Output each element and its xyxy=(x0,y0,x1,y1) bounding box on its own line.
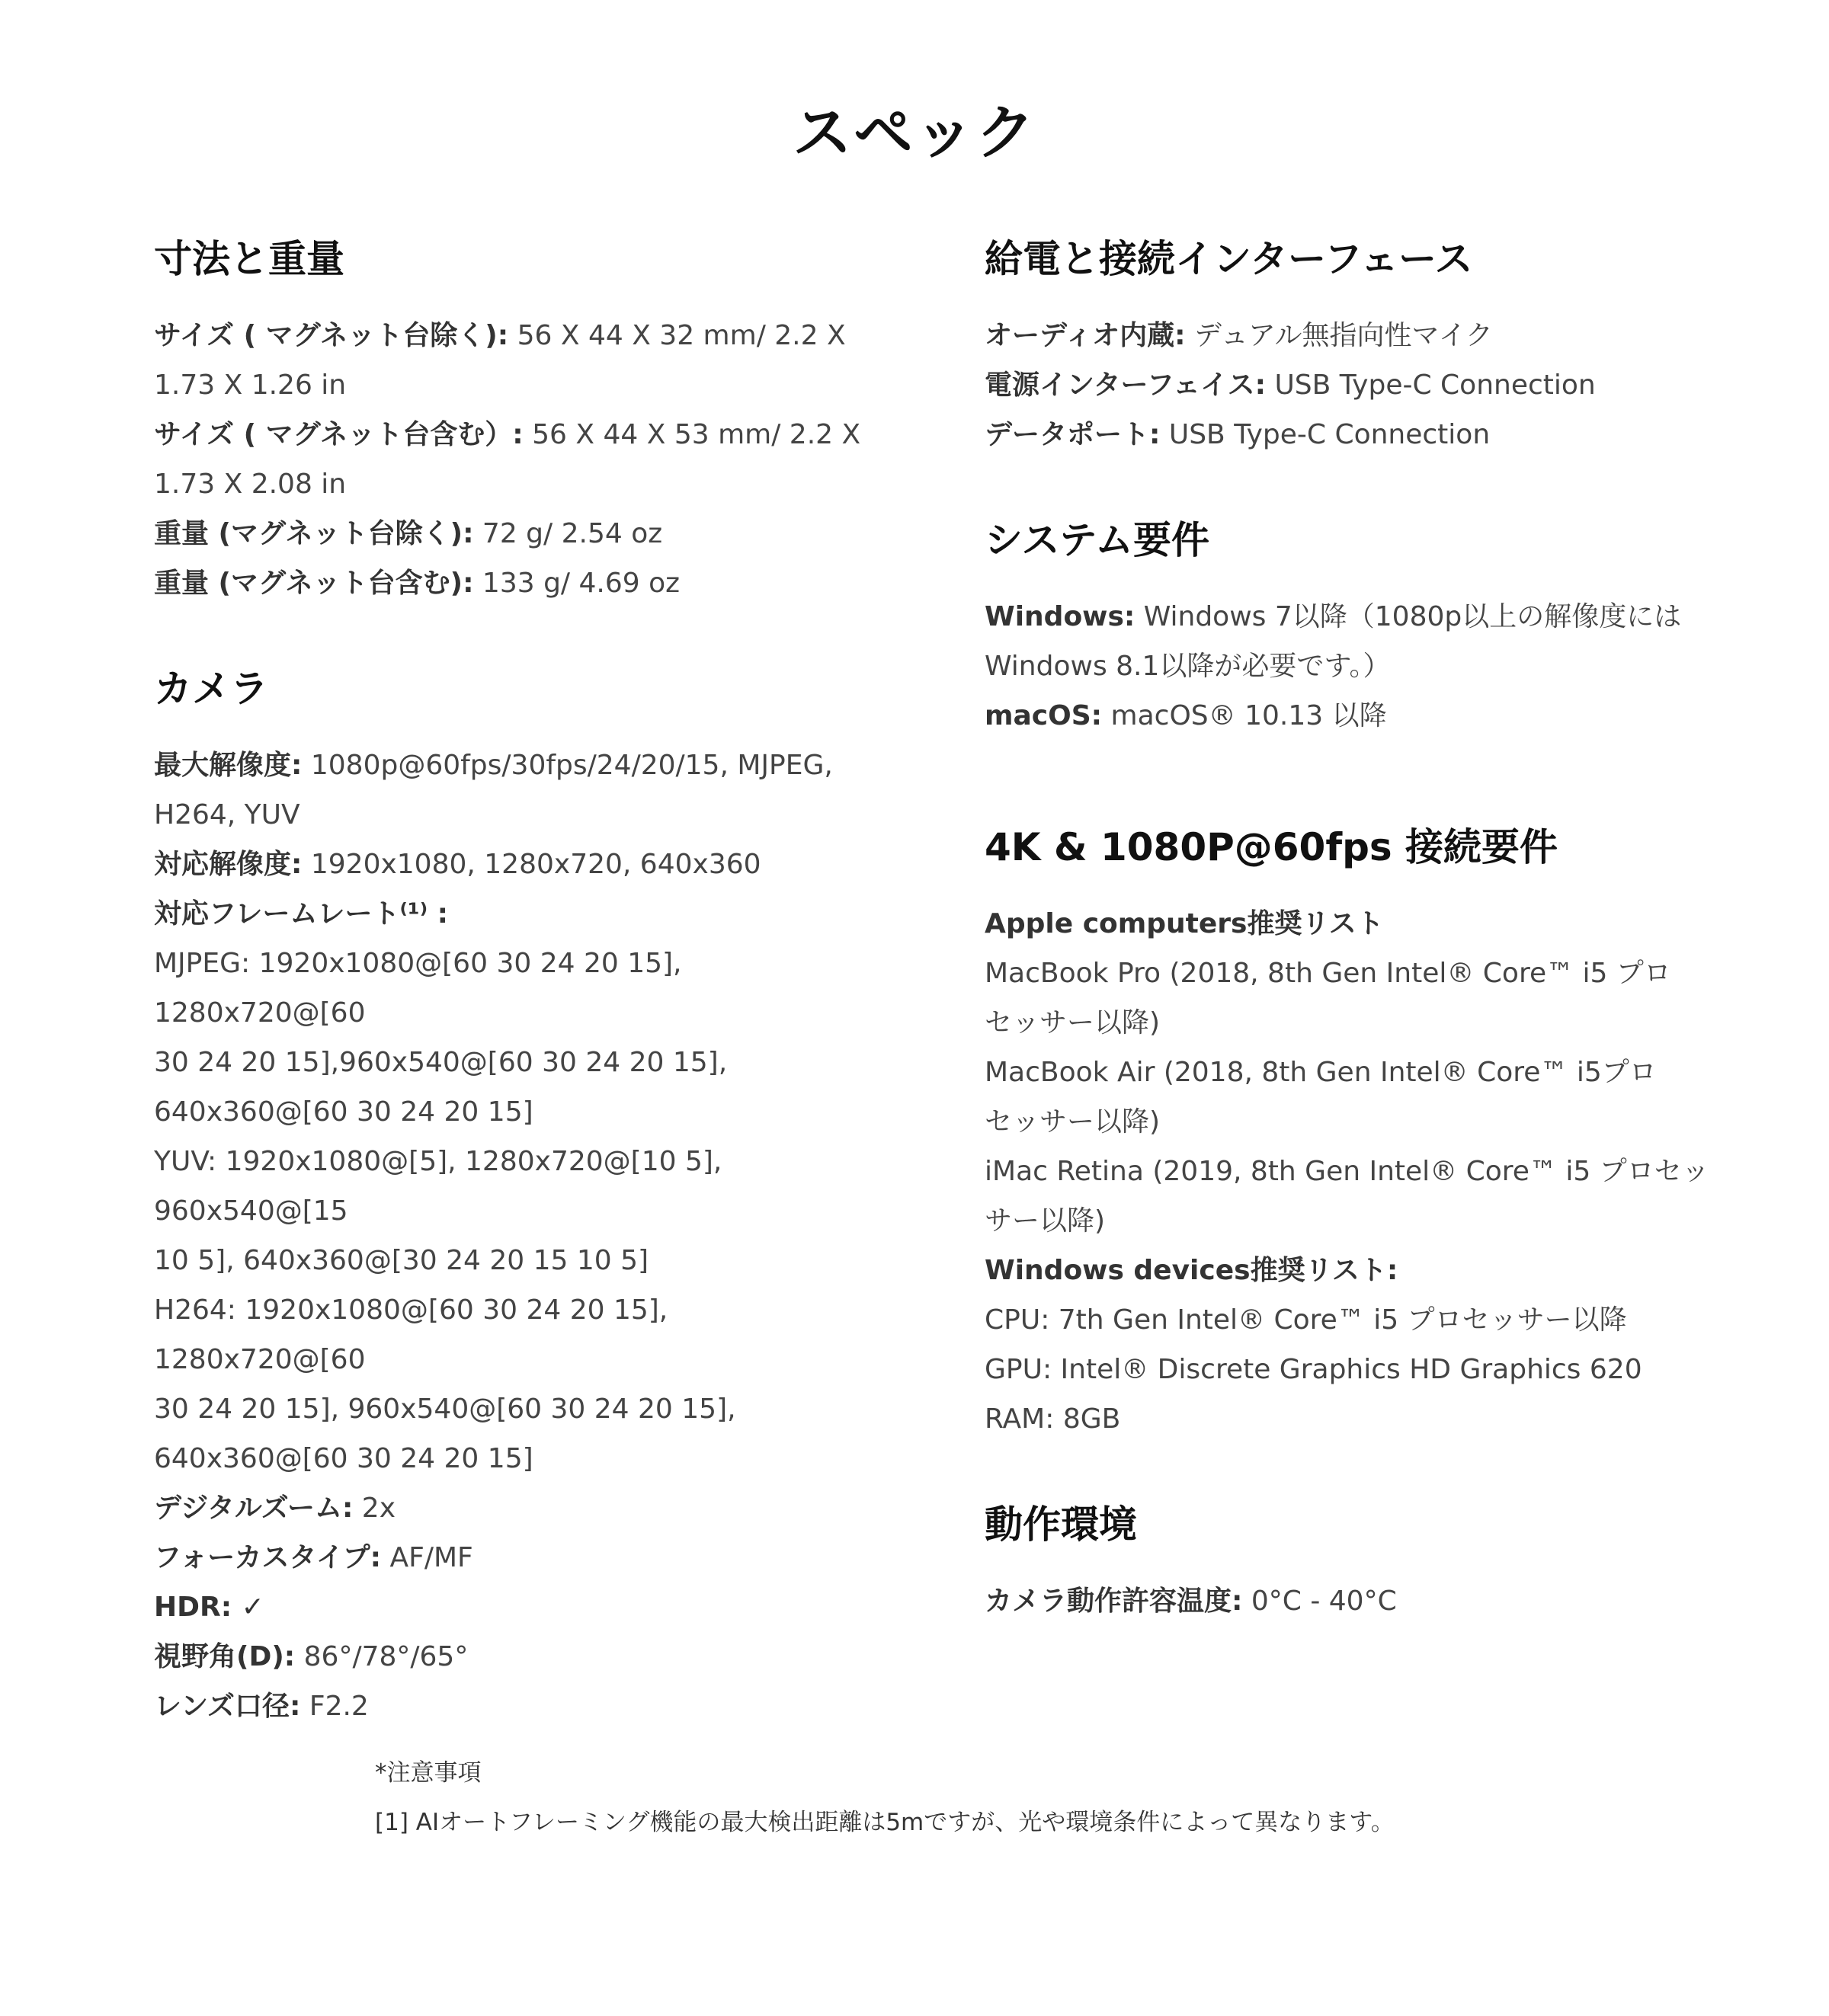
spec-label: 対応フレームレート⁽¹⁾ : xyxy=(154,898,448,930)
spec-line xyxy=(985,1295,1716,1345)
spec-value: 640x360@[60 30 24 20 15] xyxy=(154,1096,533,1128)
spec-label: HDR: ✓ xyxy=(154,1592,264,1623)
spec-line xyxy=(985,691,1716,741)
spec-label: サイズ ( マグネット台除く): xyxy=(154,320,509,351)
spec-value: デュアル無指向性マイク xyxy=(1185,320,1494,351)
section-system-requirements xyxy=(985,510,1716,741)
spec-line xyxy=(154,558,870,608)
spec-line xyxy=(985,1246,1716,1295)
spec-value: サー以降) xyxy=(985,1205,1106,1237)
section-power-interface xyxy=(985,229,1716,459)
spec-value: MJPEG: 1920x1080@[60 30 24 20 15], 1280x720@[60 xyxy=(154,948,682,1029)
spec-line xyxy=(154,741,870,790)
section-operating-environment xyxy=(985,1494,1716,1626)
notes xyxy=(375,1749,1670,1848)
spec-value: 56 X 44 X 53 mm/ 2.2 X xyxy=(523,419,861,450)
spec-value: H264: 1920x1080@[60 30 24 20 15], 1280x720@[60 xyxy=(154,1294,668,1375)
spec-value: 72 g/ 2.54 oz xyxy=(473,518,663,549)
section-heading: 動作環境 xyxy=(985,1502,1137,1547)
spec-line xyxy=(985,949,1716,998)
spec-line xyxy=(985,642,1716,691)
section-camera xyxy=(154,658,870,1731)
spec-line xyxy=(154,459,870,509)
spec-line xyxy=(154,311,870,360)
spec-line xyxy=(154,1038,870,1087)
section-dimensions xyxy=(154,229,870,608)
spec-value: 133 g/ 4.69 oz xyxy=(473,568,681,599)
section-heading: カメラ xyxy=(154,667,268,711)
spec-value: 0°C - 40°C xyxy=(1242,1586,1397,1617)
spec-line xyxy=(985,1097,1716,1147)
spec-line xyxy=(154,840,870,889)
spec-line xyxy=(154,1137,870,1236)
spec-label: 重量 (マグネット台除く): xyxy=(154,518,474,549)
spec-value: MacBook Air (2018, 8th Gen Intel® Core™ i5プロ xyxy=(985,1057,1657,1088)
spec-line xyxy=(154,1483,870,1533)
spec-value: USB Type-C Connection xyxy=(1160,419,1491,450)
spec-line xyxy=(154,1533,870,1582)
spec-label: Apple computers推奨リスト xyxy=(985,908,1384,939)
spec-list xyxy=(985,311,1716,459)
spec-value: 640x360@[60 30 24 20 15] xyxy=(154,1443,533,1474)
spec-value: Windows 8.1以降が必要です。） xyxy=(985,651,1391,682)
spec-label: オーディオ内蔵: xyxy=(985,320,1186,351)
spec-line xyxy=(154,1682,870,1731)
spec-line xyxy=(985,899,1716,949)
spec-line xyxy=(154,1236,870,1285)
spec-label: Windows devices推奨リスト: xyxy=(985,1255,1398,1286)
spec-line xyxy=(154,939,870,1038)
spec-line xyxy=(154,1384,870,1434)
spec-line xyxy=(985,311,1716,360)
spec-line xyxy=(154,889,870,939)
spec-label: 電源インターフェイス: xyxy=(985,370,1266,401)
spec-label: macOS: xyxy=(985,700,1103,731)
spec-value: USB Type-C Connection xyxy=(1266,370,1596,401)
spec-line xyxy=(154,1632,870,1682)
spec-list xyxy=(985,899,1716,1444)
spec-value: 1.73 X 2.08 in xyxy=(154,469,347,500)
spec-line xyxy=(985,998,1716,1048)
spec-value: Windows 7以降（1080p以上の解像度には xyxy=(1135,601,1682,632)
notes-text: [1] AIオートフレーミング機能の最大検出距離は5mですが、光や環境条件によって異なります。 xyxy=(375,1809,1395,1836)
spec-value: iMac Retina (2019, 8th Gen Intel® Core™ i5 プロセッ xyxy=(985,1156,1709,1187)
spec-line xyxy=(154,1087,870,1137)
spec-line xyxy=(985,360,1716,410)
spec-value: GPU: Intel® Discrete Graphics HD Graphics 620 xyxy=(985,1354,1642,1385)
spec-line xyxy=(985,1147,1716,1196)
spec-label: フォーカスタイプ: xyxy=(154,1542,382,1573)
spec-line xyxy=(985,1394,1716,1444)
spec-value: macOS® 10.13 以降 xyxy=(1102,700,1387,731)
spec-label: 最大解像度: xyxy=(154,750,303,781)
spec-label: Windows: xyxy=(985,601,1136,632)
section-heading: 4K & 1080P@60fps 接続要件 xyxy=(985,825,1558,869)
section-heading: 給電と接続インターフェース xyxy=(985,237,1473,281)
spec-value: AF/MF xyxy=(381,1542,473,1573)
spec-list xyxy=(985,1576,1716,1626)
spec-value: 30 24 20 15],960x540@[60 30 24 20 15], xyxy=(154,1047,728,1078)
spec-value: 86°/78°/65° xyxy=(295,1641,469,1672)
spec-line xyxy=(154,1285,870,1384)
spec-value: 1920x1080, 1280x720, 640x360 xyxy=(302,849,761,880)
spec-value: 30 24 20 15], 960x540@[60 30 24 20 15], xyxy=(154,1394,736,1425)
spec-value: 10 5], 640x360@[30 24 20 15 10 5] xyxy=(154,1245,649,1276)
spec-label: 重量 (マグネット台含む): xyxy=(154,568,474,599)
spec-line xyxy=(154,1434,870,1483)
spec-value: 1080p@60fps/30fps/24/20/15, MJPEG, xyxy=(302,750,833,781)
spec-line xyxy=(985,1576,1716,1626)
spec-value: MacBook Pro (2018, 8th Gen Intel® Core™ i5 プロ xyxy=(985,958,1671,989)
page-title: スペック xyxy=(792,99,1036,168)
spec-list xyxy=(985,592,1716,741)
spec-line xyxy=(154,790,870,840)
spec-value: 2x xyxy=(353,1493,396,1524)
spec-line xyxy=(985,592,1716,642)
spec-value: YUV: 1920x1080@[5], 1280x720@[10 5], 960x540@[15 xyxy=(154,1146,722,1227)
spec-value: RAM: 8GB xyxy=(985,1403,1121,1435)
left-column xyxy=(154,229,870,1781)
spec-value: F2.2 xyxy=(300,1691,369,1722)
spec-value: H264, YUV xyxy=(154,799,300,830)
spec-line xyxy=(985,1048,1716,1097)
spec-label: 対応解像度: xyxy=(154,849,303,880)
spec-value: CPU: 7th Gen Intel® Core™ i5 プロセッサー以降 xyxy=(985,1304,1627,1336)
section-heading: 寸法と重量 xyxy=(154,237,344,281)
spec-line xyxy=(985,410,1716,459)
spec-line xyxy=(985,1196,1716,1246)
spec-line xyxy=(154,509,870,558)
spec-value: 1.73 X 1.26 in xyxy=(154,370,347,401)
spec-label: サイズ ( マグネット台含む）: xyxy=(154,419,524,450)
spec-line xyxy=(154,1582,870,1632)
spec-value: セッサー以降) xyxy=(985,1106,1161,1138)
spec-list xyxy=(154,311,870,608)
spec-value: セッサー以降) xyxy=(985,1007,1161,1038)
section-heading: システム要件 xyxy=(985,518,1209,562)
spec-label: カメラ動作許容温度: xyxy=(985,1586,1243,1617)
spec-label: 視野角(D): xyxy=(154,1641,296,1672)
spec-label: デジタルズーム: xyxy=(154,1493,354,1524)
notes-title: *注意事項 xyxy=(375,1759,482,1787)
spec-line xyxy=(154,410,870,459)
spec-line xyxy=(154,360,870,410)
spec-line xyxy=(985,1345,1716,1394)
section-4k-requirements xyxy=(985,817,1716,1444)
spec-list xyxy=(154,741,870,1731)
spec-label: レンズ口径: xyxy=(154,1691,301,1722)
spec-label: データポート: xyxy=(985,419,1161,450)
right-column xyxy=(985,229,1716,1676)
spec-value: 56 X 44 X 32 mm/ 2.2 X xyxy=(508,320,846,351)
